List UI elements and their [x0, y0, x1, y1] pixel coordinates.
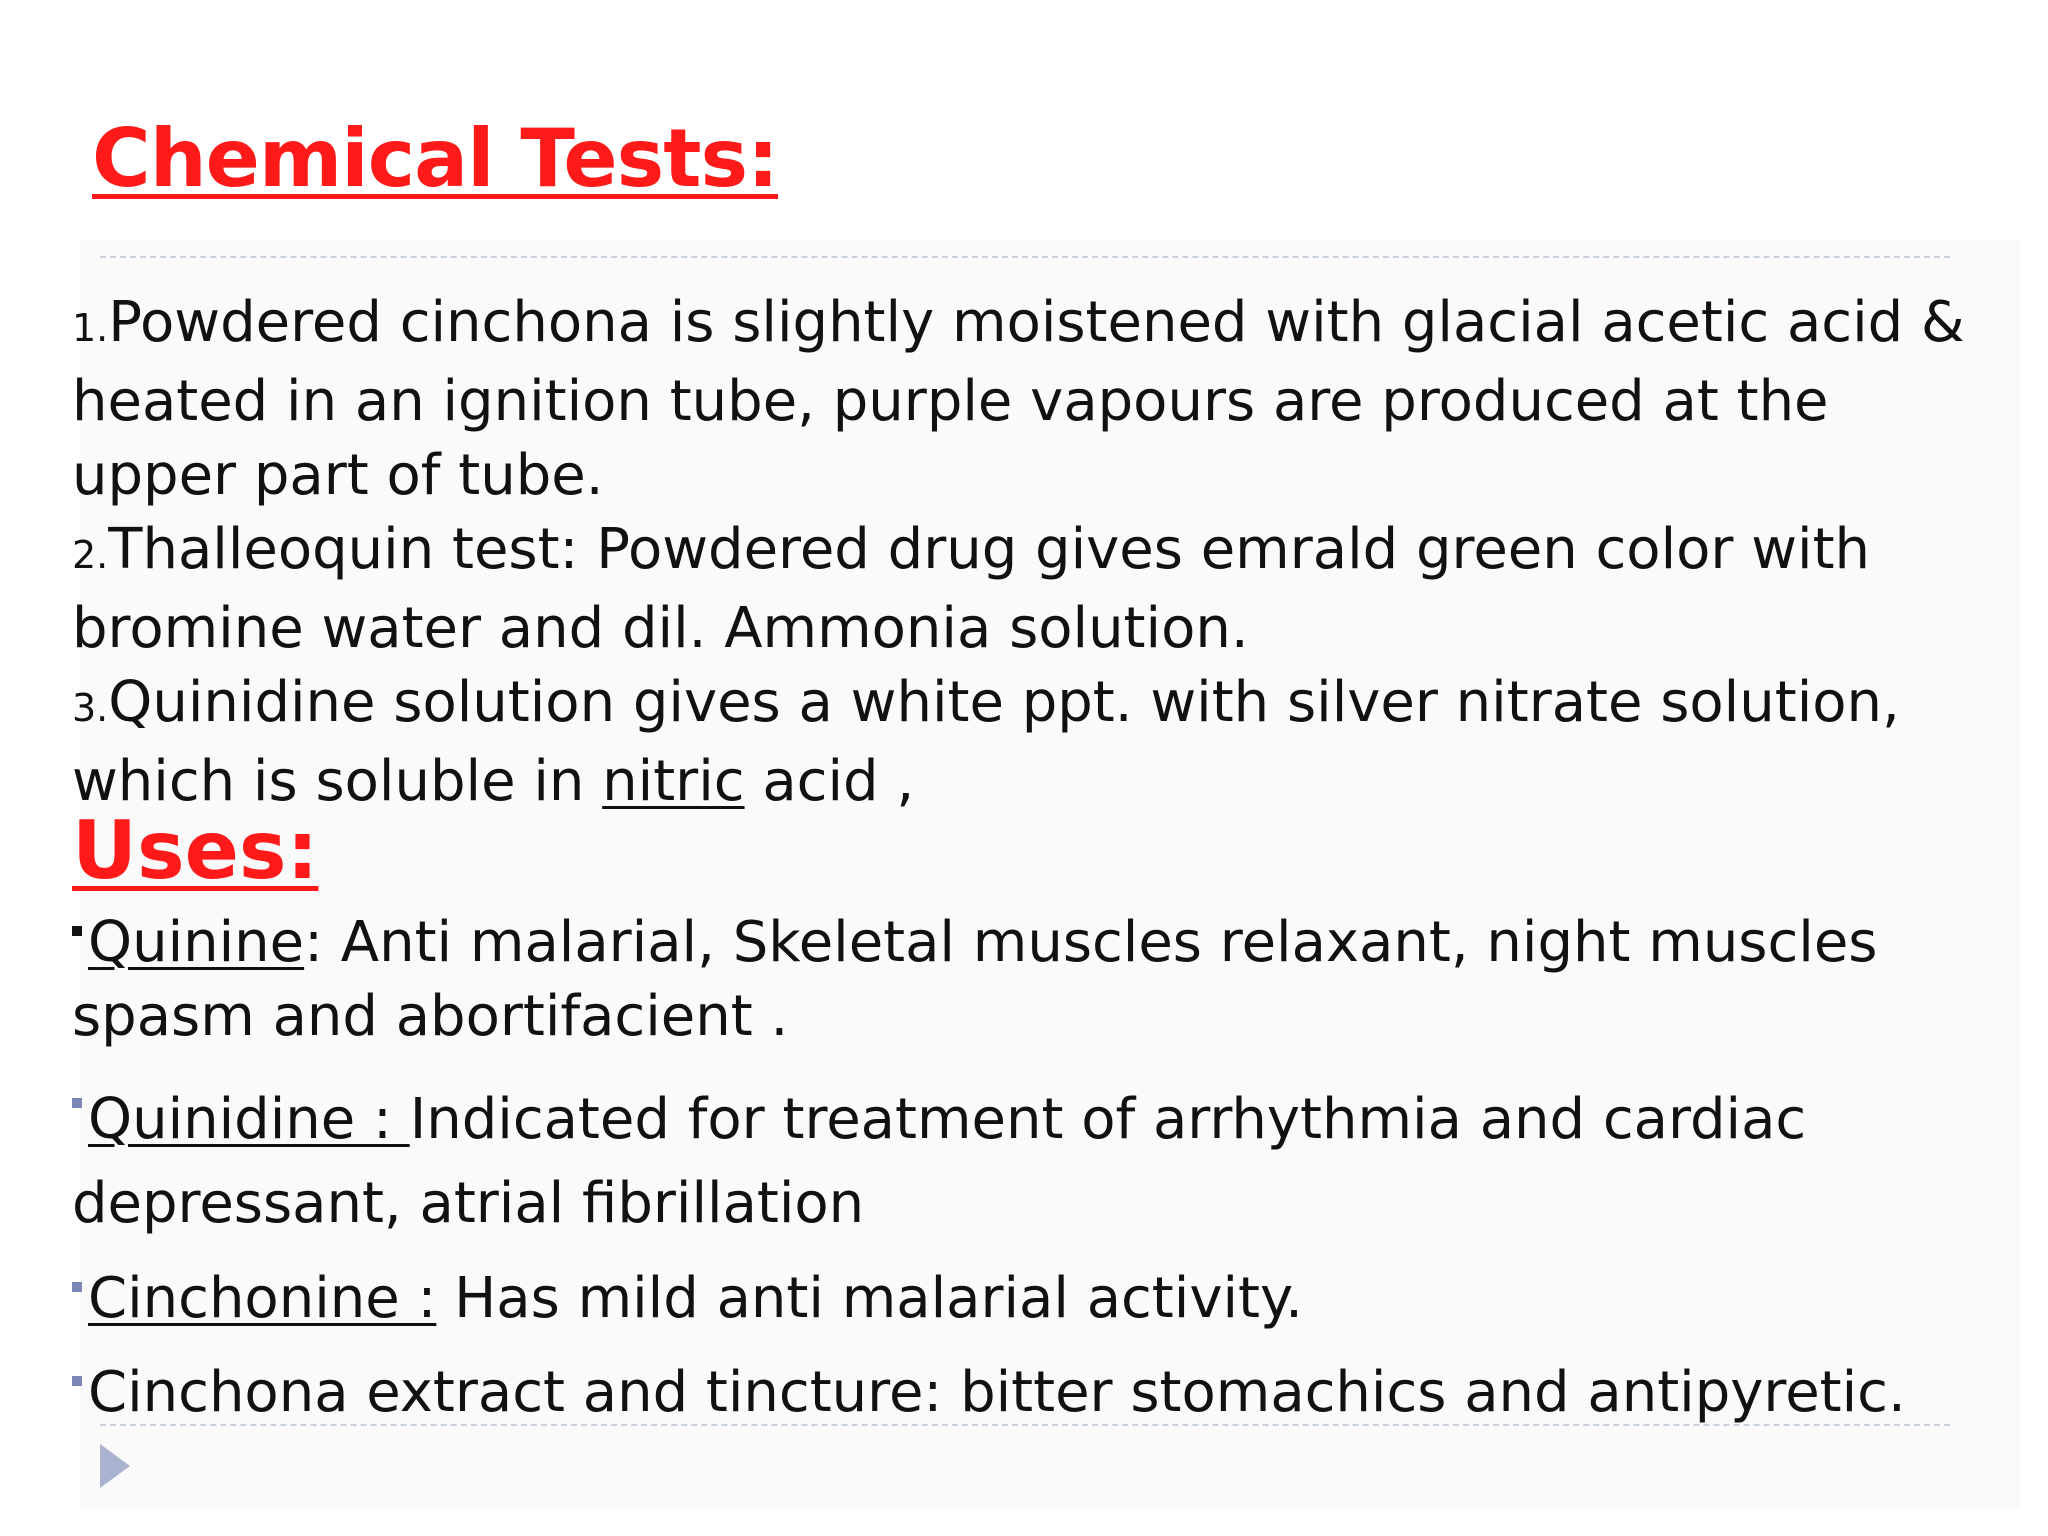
slide-title: Chemical Tests:	[92, 112, 779, 205]
test-item-2	[72, 513, 1992, 666]
square-bullet-icon	[72, 1282, 82, 1292]
use-item-quinidine	[72, 1078, 1992, 1246]
test-number: 2.	[72, 533, 109, 577]
use-description: Cinchona extract and tincture: bitter stomachics and antipyretic.	[88, 1360, 1906, 1425]
use-item-cinchonine	[72, 1262, 1992, 1336]
top-divider	[100, 256, 1950, 258]
use-term: Quinidine :	[88, 1087, 410, 1152]
bottom-divider	[100, 1424, 1950, 1426]
use-term: Cinchonine :	[88, 1266, 437, 1331]
use-description: Has mild anti malarial activity.	[436, 1266, 1303, 1331]
test-text: Powdered cinchona is slightly moistened with glacial acetic acid & heated in an ignition tube, purple vapours are produced at the upper part of tube.	[72, 290, 1965, 508]
use-item-quinine	[72, 906, 1992, 1054]
test-text: Quinidine solution gives a white ppt. with silver nitrate solution, which is soluble in	[72, 670, 1900, 814]
test-number: 1.	[72, 306, 109, 350]
play-triangle-icon	[100, 1444, 130, 1488]
use-item-cinchona-extract	[72, 1356, 1992, 1430]
test-text-end: acid ,	[744, 749, 915, 814]
square-bullet-icon	[72, 926, 82, 936]
uses-heading: Uses:	[72, 804, 319, 897]
test-item-1	[72, 286, 1992, 513]
test-item-3	[72, 666, 1992, 819]
use-description: Indicated for treatment of arrhythmia and cardiac depressant, atrial fibrillation	[72, 1087, 1807, 1236]
square-bullet-icon	[72, 1098, 82, 1108]
tests-list	[72, 286, 1992, 819]
square-bullet-icon	[72, 1376, 82, 1386]
test-number: 3.	[72, 686, 109, 730]
test-text: Thalleoquin test: Powdered drug gives emrald green color with bromine water and dil. Ammonia solution.	[72, 517, 1871, 661]
use-term: Quinine	[88, 910, 305, 975]
use-description: : Anti malarial, Skeletal muscles relaxant, night muscles spasm and abortifacient .	[72, 910, 1878, 1049]
underlined-term: nitric	[602, 749, 745, 814]
